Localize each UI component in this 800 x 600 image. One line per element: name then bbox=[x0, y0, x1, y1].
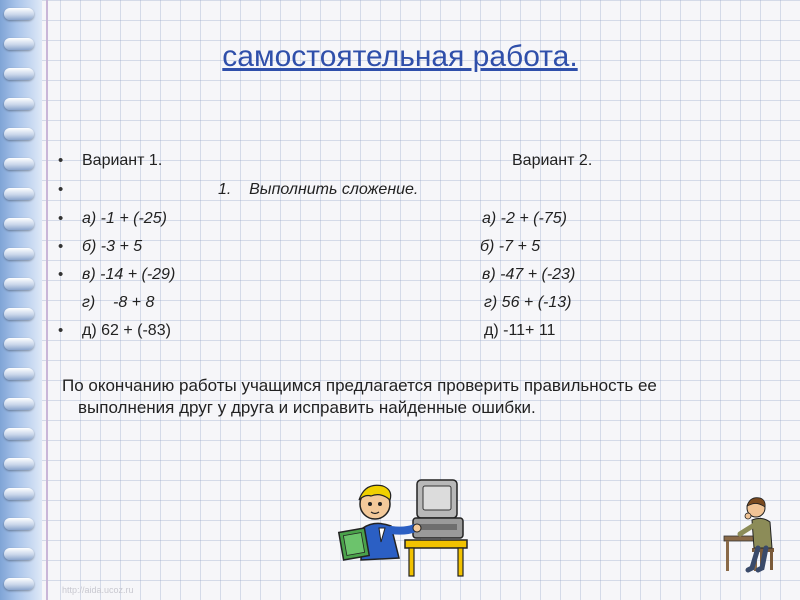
teacher-with-computer-icon bbox=[335, 470, 475, 580]
variant-1-exercise: в) -14 + (-29) bbox=[82, 266, 176, 283]
bullet-icon: • bbox=[58, 181, 64, 198]
variant-1-heading: Вариант 1. bbox=[82, 152, 163, 169]
slide-title: самостоятельная работа. bbox=[222, 40, 578, 73]
binder-ring bbox=[4, 8, 34, 20]
bullet-icon: • bbox=[58, 238, 64, 255]
variant-1-exercise: г) -8 + 8 bbox=[82, 294, 155, 311]
bullet-icon: • bbox=[58, 152, 64, 169]
binder-ring bbox=[4, 128, 34, 140]
variant-2-heading: Вариант 2. bbox=[512, 152, 593, 169]
variant-2-exercise: в) -47 + (-23) bbox=[482, 266, 576, 283]
binder-ring bbox=[4, 548, 34, 560]
binder-ring bbox=[4, 338, 34, 350]
variant-2-exercise: а) -2 + (-75) bbox=[482, 210, 567, 227]
bullet-icon: • bbox=[58, 322, 64, 339]
task-heading: 1. Выполнить сложение. bbox=[218, 181, 419, 198]
binder-ring bbox=[4, 308, 34, 320]
variant-1-exercise: д) 62 + (-83) bbox=[82, 322, 171, 339]
binder-ring bbox=[4, 278, 34, 290]
bullet-icon: • bbox=[58, 266, 64, 283]
binder-ring bbox=[4, 458, 34, 470]
variant-2-exercise: б) -7 + 5 bbox=[480, 238, 541, 255]
instructions-line: По окончанию работы учащимся предлагается проверить правильность ее bbox=[62, 376, 657, 395]
binder-ring bbox=[4, 488, 34, 500]
binder-ring bbox=[4, 98, 34, 110]
instructions-line: выполнения друг у друга и исправить найденные ошибки. bbox=[78, 398, 536, 417]
variant-1-exercise: а) -1 + (-25) bbox=[82, 210, 167, 227]
watermark: http://aida.ucoz.ru bbox=[62, 585, 134, 595]
student-at-desk-icon bbox=[722, 490, 784, 575]
binder-ring bbox=[4, 218, 34, 230]
binder-ring bbox=[4, 428, 34, 440]
binder-ring bbox=[4, 578, 34, 590]
notebook-binder bbox=[0, 0, 42, 600]
binder-ring bbox=[4, 188, 34, 200]
binder-ring bbox=[4, 398, 34, 410]
bullet-icon: • bbox=[58, 210, 64, 227]
instructions-paragraph bbox=[62, 375, 762, 419]
binder-ring bbox=[4, 158, 34, 170]
binder-ring bbox=[4, 368, 34, 380]
margin-line bbox=[46, 0, 48, 600]
variant-1-exercise: б) -3 + 5 bbox=[82, 238, 143, 255]
binder-ring bbox=[4, 518, 34, 530]
variant-2-exercise: г) 56 + (-13) bbox=[484, 294, 572, 311]
variant-2-exercise: д) -11+ 11 bbox=[484, 322, 556, 339]
binder-ring bbox=[4, 248, 34, 260]
